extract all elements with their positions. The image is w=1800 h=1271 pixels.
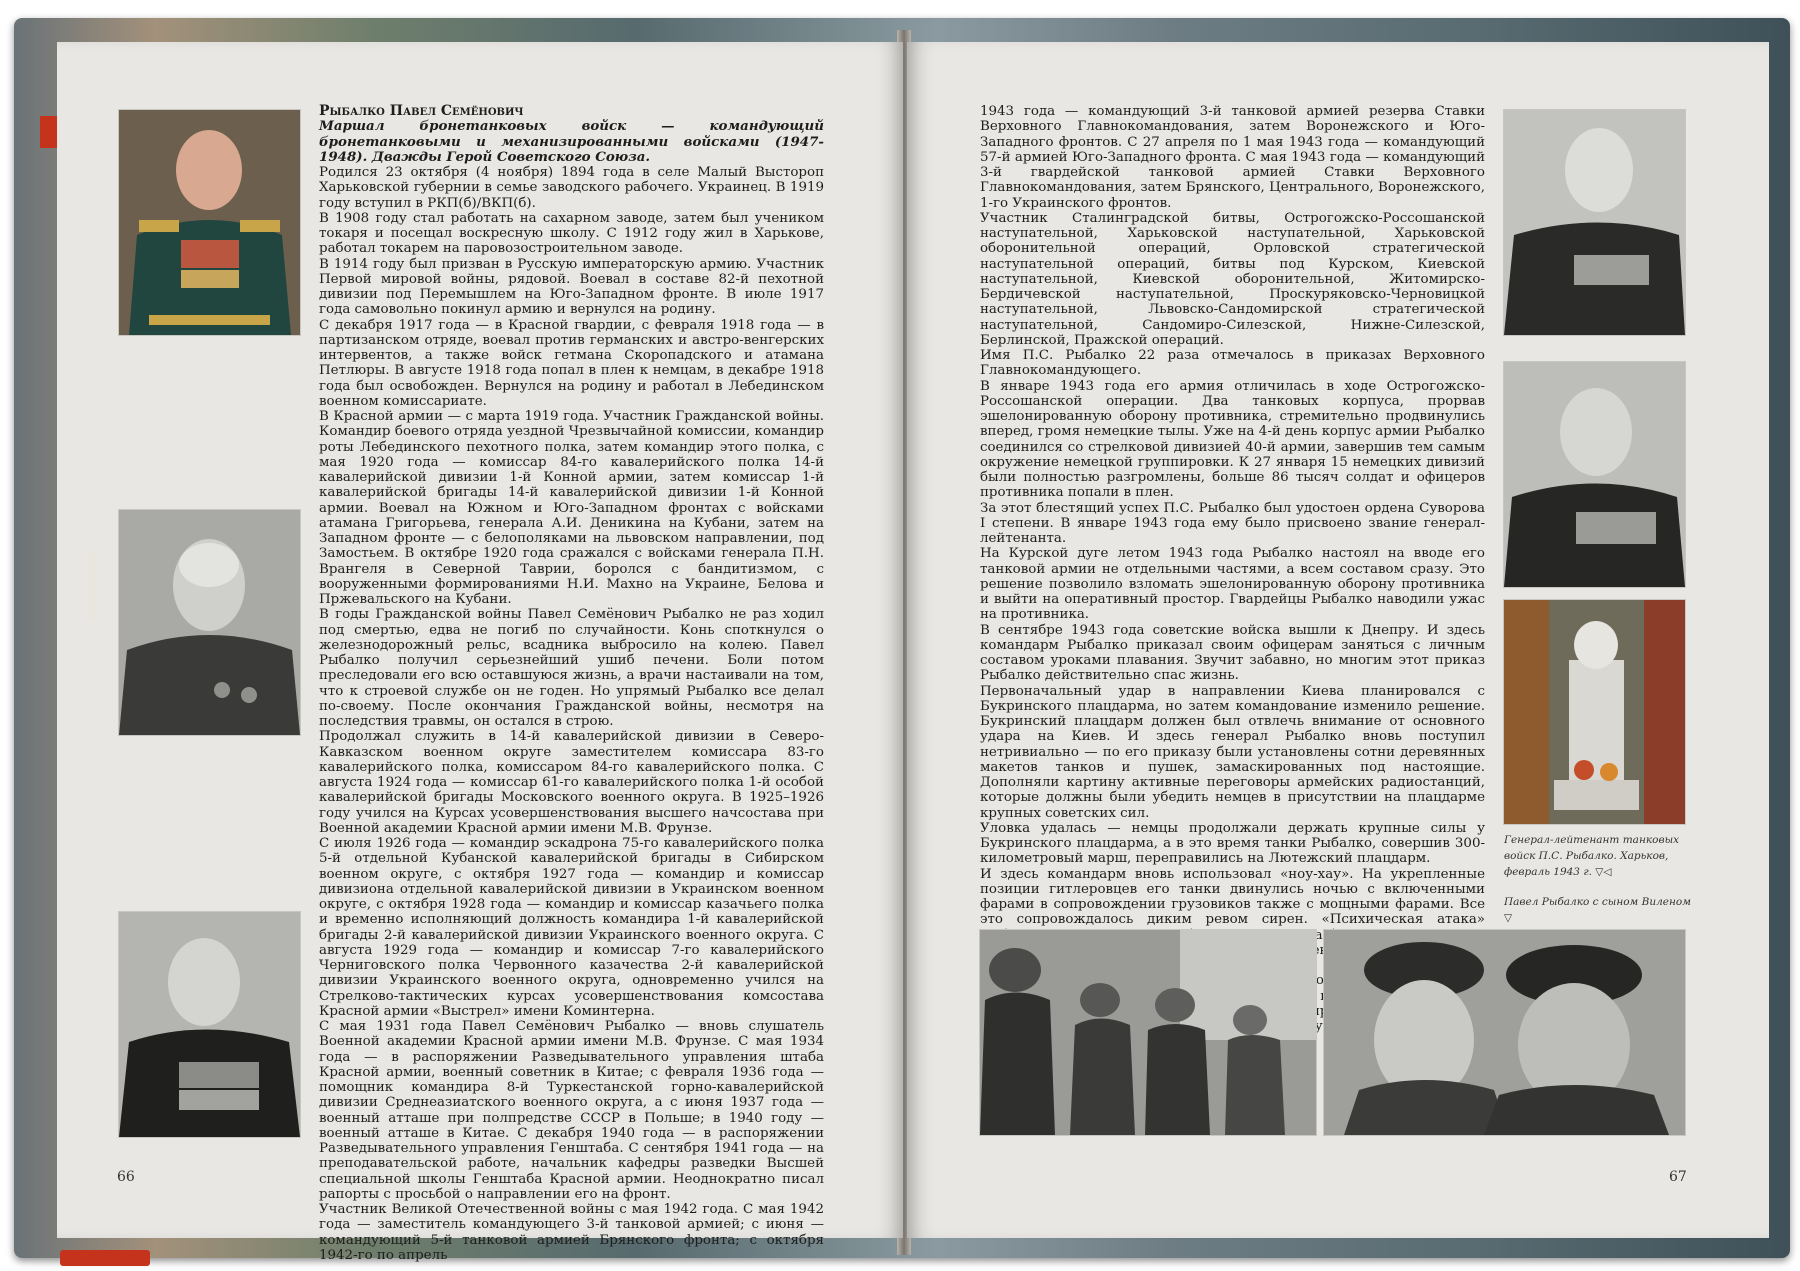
- paragraph: За этот блестящий успех П.С. Рыбалко был удостоен ордена Суворова I степени. В январе 1943 года ему было присвоено звание генерал-лейтенанта.: [980, 500, 1485, 546]
- paragraph: С июля 1926 года — командир эскадрона 75-го кавалерийского полка 5-й отдельной Кубанской кавалерийской бригады в Сибирском военном округе, с октября 1927 года — командир и комиссар дивизиона отдельной кавалерийской дивизии в Украинском военном округе, с октября 1928 года — командир и комиссар казачьего полка и временно исполняющий должность командира 1-й кавалерийской бригады 2-й кавалерийской дивизии Украинского военного округа. С августа 1929 года — командир и комиссар 7-го кавалерийского Черниговского полка Червонного казачества 2-й кавалерийской дивизии Украинского военного округа, одновременно учился на Стрелково-тактических курсах усовершенствования комсостава Красной армии «Выстрел» имени Коминтерна.: [319, 836, 824, 1019]
- left-page: [57, 42, 903, 1263]
- paragraph: И здесь командарм вновь использовал «ноу-хау». На укрепленные позиции гитлеровцев его танки двинулись ночью с включенными фарами в сопровождении грузовиков также с мощными фарами. Все это сопровождалось диким ревом сирен. «Психическая атака»: [980, 866, 1485, 928]
- photo-father-and-son: [1324, 930, 1685, 1135]
- page-number-left: 66: [117, 1169, 135, 1185]
- biography-subtitle: Маршал бронетанковых войск — командующий бронетанковыми и механизированными войсками (1947-1948). Дважды Герой Советского Союза.: [319, 118, 824, 165]
- paragraph: от: [1315, 973, 1332, 989]
- biography-heading: Рыбалко Павел Семёнович: [319, 103, 524, 119]
- paragraph: В январе 1943 года его армия отличилась в ходе Острогожско-Россошанской операции. Два танковых корпуса, прорвав эшелонированную оборону противника, стремительно продвинулись вперед, громя немецкие тылы. Уже на 4-й день корпус армии Рыбалко соединился со стрелковой дивизией 40-й армии, завершив тем самым окружение немецкой группировки. К 27 января 15 немецких дивизий были полностью разгромлены, больше 86 тысяч солдат и офицеров противника попали в плен.: [980, 378, 1485, 501]
- grave-monument-photo: [1504, 600, 1685, 824]
- paragraph: Участник Сталинградской битвы, Острогожско-Россошанской наступательной, Харьковской наступательной, Харьковской оборонительной операций, Орловской стратегической наступательной операций, битвы под Курском, Киевской наступательной, Киевской оборонительной, Житомирско-Бердичевской наступательной, Проскуряковско-Черновицкой наступательной, Львовско-Сандомирской стратегической наступательной, Сандомиро-Силезской, Нижне-Силезской, Берлинской, Пражской операций.: [980, 210, 1485, 348]
- left-article-text: [319, 104, 824, 1263]
- portrait-bw-tunic: [119, 510, 300, 735]
- paragraph: В 1914 году был призван в Русскую императорскую армию. Участник Первой мировой войны, рядовой. Воевал в составе 82-й пехотной дивизии под Перемышлем на Юго-Западном фронте. В июле 1917 года самовольно покинул армию и вернулся на родину.: [319, 256, 824, 318]
- paragraph: Первоначальный удар в направлении Киева планировался с Букринского плацдарма, но затем командование изменило решение. Букринский плацдарм должен был отвлечь внимание от основного удара на Киев. И здесь генерал Рыбалко вновь поступил нетривиально — по его приказу были установлены сотни деревянных макетов танков и пушек, замаскированных под настоящие. Дополняли картину активные переговоры армейских радиостанций, которые должны были убедить немцев в присутствии на плацдарме крупных советских сил.: [980, 683, 1485, 821]
- right-article-text: [980, 104, 1485, 1050]
- paragraph: Родился 23 октября (4 ноября) 1894 года в селе Малый Выстороп Харьковской губернии в семье заводского рабочего. Украинец. В 1919 году вступил в РКП(б)/ВКП(б).: [319, 165, 824, 211]
- paragraph: В годы Гражданской войны Павел Семёнович Рыбалко не раз ходил под смертью, едва не погиб по случайности. Конь споткнулся о железнодорожный рельс, всадника выбросило на колею. Павел Рыбалко получил серьезнейший ушиб печени. Боли потом преследовали его всю оставшуюся жизнь, а врачи настаивали на том, что к строевой службе он не годен. Но упрямый Рыбалко все делал по-своему. После окончания Гражданской войны, несмотря на последствия травмы, он остался в строю.: [319, 607, 824, 729]
- portrait-bw-marshal-1: [1504, 110, 1685, 335]
- cover-stamp: [60, 1250, 150, 1266]
- paragraph: С декабря 1917 года — в Красной гвардии, с февраля 1918 года — в партизанском отряде, воевал против германских и австро-венгерских интервентов, а также войск гетмана Скоропадского и атамана Петлюры. В августе 1918 года попал в плен к немцам, в декабре 1918 года был освобожден. Вернулся на родину и работал в Лебединском военном комиссариате.: [319, 317, 824, 409]
- paragraph: В сентябре 1943 года советские войска вышли к Днепру. И здесь командарм Рыбалко приказал своим офицерам заняться с личным составом уроками плавания. Звучит забавно, но многим этот приказ Рыбалко действительно спас жизнь.: [980, 622, 1485, 684]
- bookmark-ribbon: [87, 552, 97, 622]
- right-page: [907, 42, 1769, 1238]
- photo-caption-son: Павел Рыбалко с сыном Виленом ▽: [1504, 896, 1691, 924]
- portrait-bw-marshal-2: [1504, 362, 1685, 587]
- paragraph: С мая 1931 года Павел Семёнович Рыбалко — вновь слушатель Военной академии Красной армии имени М.В. Фрунзе. С мая 1934 года — в распоряжении Разведывательного управления штаба Красной армии, военный советник в Китае; с февраля 1936 года — помощник командира 8-й Туркестанской горно-кавалерийской дивизии Среднеазиатского военного округа, а с июня 1937 года — военный атташе при полпредстве СССР в Польше; в 1940 году — военный атташе в Китае. С декабря 1940 года — в распоряжении Разведывательного управления Генштаба. С сентября 1941 года — на преподавательской работе, начальник кафедры разведки Высшей специальной школы Генштаба Красной армии. Неоднократно писал рапорты с просьбой о направлении его на фронт.: [319, 1019, 824, 1202]
- paragraph: В 1908 году стал работать на сахарном заводе, затем был учеником токаря и посещал воскресную школу. С 1912 году жил в Харькове, работал токарем на паровозостроительном заводе.: [319, 210, 824, 257]
- paragraph: Имя П.С. Рыбалко 22 раза отмечалось в приказах Верховного Главнокомандующего.: [980, 348, 1485, 379]
- page-number-right: 67: [1669, 1169, 1687, 1185]
- paragraph: Уловка удалась — немцы продолжали держать крупные силы у Букринского плацдарма, а в это время танки Рыбалко, совершив 300-километровый марш, переправились на Лютежский плацдарм.: [980, 820, 1485, 867]
- photo-caption-kharkov: Генерал-лейтенант танковых войск П.С. Рыбалко. Харьков, февраль 1943 г. ▽◁: [1504, 834, 1680, 878]
- paragraph: Участник Великой Отечественной войны с мая 1942 года. С мая 1942 года — заместитель командующего 3-й танковой армией; с июня — командующий 5-й танковой армией Брянского фронта; с октября 1942-го по апрель: [319, 1202, 824, 1263]
- paragraph: 1943 года — командующий 3-й танковой армией резерва Ставки Верховного Главнокомандования, затем Воронежского и Юго-Западного фронтов. С 27 апреля по 1 мая 1943 года — командующий 57-й армией Юго-Западного фронта. С мая 1943 года — командующий 3-й гвардейской танковой армией Ставки Верховного Главнокомандования, затем Брянского, Центрального, Воронежского, 1-го Украинского фронтов.: [980, 104, 1485, 211]
- portrait-color-uniform: [119, 110, 300, 335]
- portrait-bw-medals: [119, 912, 300, 1137]
- paragraph: На Курской дуге летом 1943 года Рыбалко настоял на вводе его танковой армии не отдельными частями, а всем составом сразу. Это решение позволило взломать эшелонированную оборону противника и выйти на оперативный простор. Гвардейцы Рыбалко наводили ужас на противника.: [980, 546, 1485, 623]
- paragraph: Продолжал служить в 14-й кавалерийской дивизии в Северо-Кавказском военном округе заместителем комиссара 83-го кавалерийского полка, комиссаром 84-го кавалерийского полка. С августа 1924 года — комиссар 61-го кавалерийского полка 1-й особой кавалерийской бригады Московского военного округа. В 1925–1926 году учился на Курсах усовершенствования высшего начсостава при Военной академии Красной армии имени М.В. Фрунзе.: [319, 729, 824, 836]
- group-photo-officers: [980, 930, 1316, 1135]
- paragraph: В Красной армии — с марта 1919 года. Участник Гражданской войны. Командир боевого отряда уездной Чрезвычайной комиссии, командир роты Лебединского пехотного полка, затем командир этого полка, с мая 1920 года — комиссар 84-го кавалерийского полка 14-й кавалерийской дивизии 1-й Конной армии, затем комиссар 1-й кавалерийской бригады 14-й кавалерийской дивизии 1-й Конной армии. Воевал на Южном и Юго-Западном фронтах с войсками атамана Григорьева, генерала А.И. Деникина на Кубани, затем на Западном фронте — с белополяками на львовском направлении, под Замостьем. В октябре 1920 года сражался с войсками генерала П.Н. Врангеля в Северной Таврии, боролся с бандитизмом, с вооруженными формированиями Н.И. Махно на Украине, Белова и Пржевальского на Кубани.: [319, 409, 824, 607]
